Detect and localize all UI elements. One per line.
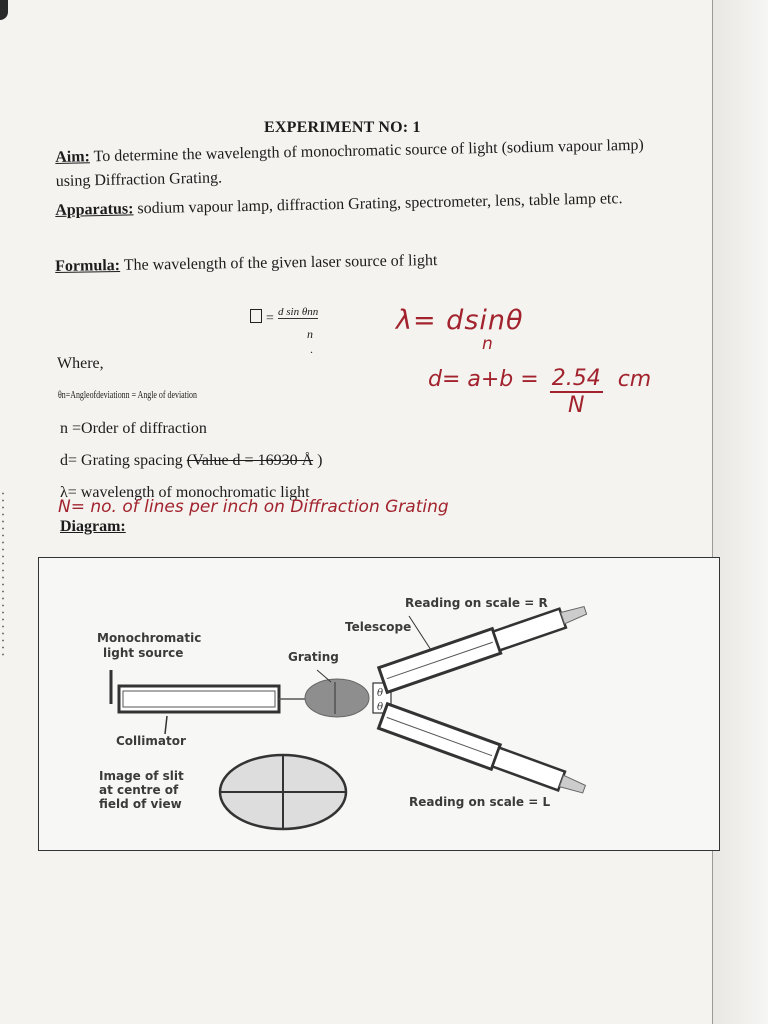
grating-disc [305, 679, 369, 717]
def-d [60, 452, 322, 470]
theta-upper: θ [377, 688, 384, 699]
aim-text: To determine the wavelength of monochromatic source of light (sodium vapour lamp) using Diffraction Grating. [55, 136, 644, 190]
telescope-lower [379, 704, 589, 802]
equation-numerator: d sin θnn [278, 306, 319, 318]
image-label-2: at centre of [99, 783, 179, 797]
def-theta: θn=Angleofdeviationn = Angle of deviation [58, 389, 197, 401]
reading-r-label: Reading on scale = R [405, 596, 548, 610]
telescope-pointer [409, 616, 431, 650]
handwritten-d-eq: d= a+b = [428, 367, 539, 392]
grating-label: Grating [288, 650, 339, 664]
image-label-3: field of view [99, 797, 182, 811]
handwritten-d-denominator: N [567, 393, 585, 418]
handwritten-d-unit: cm [617, 367, 652, 392]
handwritten-d-numerator: 2.54 [551, 366, 601, 391]
aim-label: Aim: [55, 148, 91, 166]
image-label-1: Image of slit [99, 769, 184, 783]
telescope-upper [379, 598, 590, 692]
equation-dot: . [310, 342, 313, 356]
diagram-label: Diagram: [60, 518, 126, 535]
def-lambda: λ= wavelength of monochromatic light [60, 484, 310, 501]
handwritten-d-formula [428, 367, 651, 419]
def-d-suffix: ) [313, 452, 323, 469]
telescope-label: Telescope [345, 620, 412, 634]
aim-paragraph [55, 133, 666, 194]
source-label-1: Monochromatic [97, 631, 202, 645]
formula-label: Formula: [55, 256, 121, 275]
formula-paragraph [55, 245, 665, 279]
collimator-label: Collimator [116, 734, 186, 748]
collimator-tube [119, 686, 279, 712]
source-label-2: light source [103, 646, 184, 660]
diagram-svg [39, 558, 719, 850]
handwritten-N-definition: N= no. of lines per inch on Diffraction Grating [58, 497, 449, 517]
spectrometer-diagram [38, 557, 720, 851]
handwritten-lambda-denominator: n [482, 334, 493, 354]
apparatus-text: sodium vapour lamp, diffraction Grating, spectrometer, lens, table lamp etc. [133, 190, 623, 218]
missing-glyph-box [250, 309, 262, 323]
handwritten-fraction [550, 367, 603, 419]
collimator-pointer [165, 716, 167, 734]
def-d-prefix: d= Grating spacing [60, 452, 187, 469]
telescope-lower-tip [559, 775, 586, 794]
formula-equation [250, 306, 319, 356]
apparatus-label: Apparatus: [55, 200, 134, 219]
equation-equals: = [266, 311, 274, 326]
theta-lower: θ [377, 702, 384, 713]
equation-denominator: n [307, 327, 313, 341]
def-n: n =Order of diffraction [60, 420, 207, 437]
where-label: Where, [57, 355, 104, 372]
page-edge [712, 0, 768, 1024]
formula-text: The wavelength of the given laser source of light [119, 251, 438, 274]
handwritten-lambda-formula: λ= dsinθ [396, 305, 524, 336]
telescope-upper-tip [561, 605, 588, 624]
reading-l-label: Reading on scale = L [409, 795, 551, 809]
def-d-struck: (Value d = 16930 Å [186, 452, 314, 469]
telescope-lower-eyepiece [492, 748, 565, 791]
telescope-upper-eyepiece [493, 609, 566, 651]
page-title: EXPERIMENT NO: 1 [264, 119, 421, 136]
